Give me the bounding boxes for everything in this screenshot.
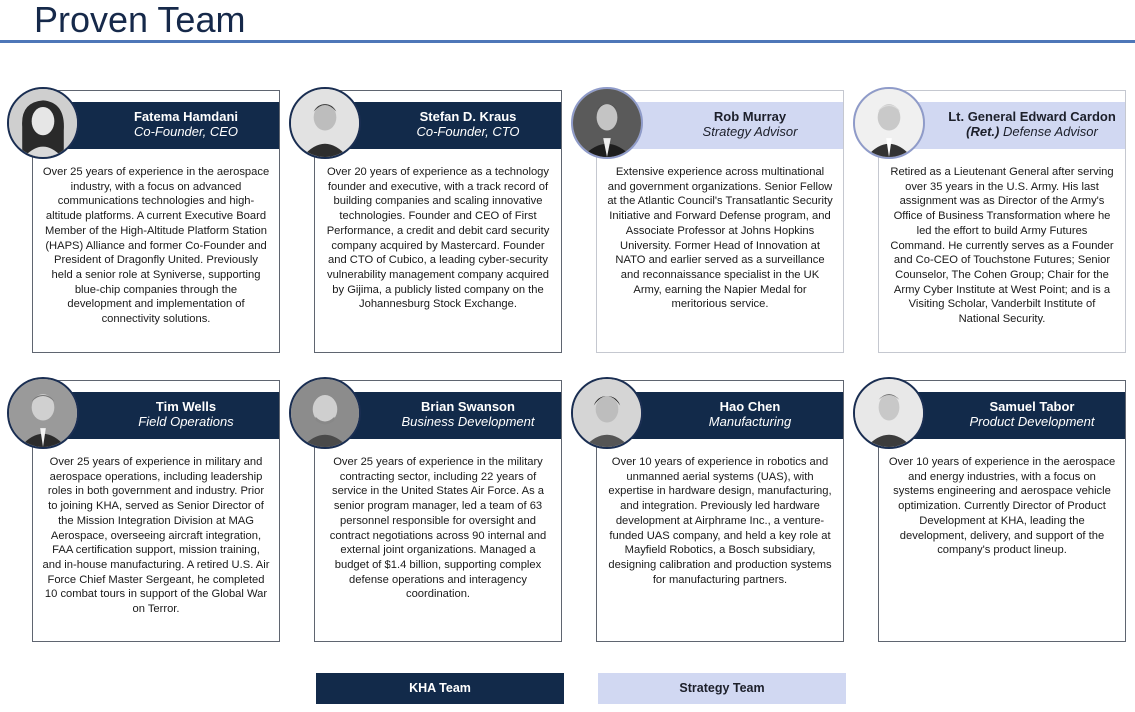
member-bio: Over 25 years of experience in military and aerospace operations, including leadership roles in both government and industry. Prior to joining KHA, served as Senior Director of the Mission Integration Division at MAG Aerospace, overseeing aircraft integration, FAA certification support, mission training, and in-house manufacturing. A retired U.S. Air Force Chief Master Sergeant, he completed 10 combat tours in support of the Global War on Terror. xyxy=(42,456,270,616)
avatar xyxy=(853,87,925,159)
member-bio: Over 10 years of experience in robotics and unmanned aerial systems (UAS), with expertise in hardware design, manufacturing, and integration. Previously led hardware development at Airphrame Inc., a venture-funded UAS company, and held a key role at Mayfield Robotics, a Bosch subsidiary, designing calibration and production systems for manufacturing partners. xyxy=(608,456,832,586)
avatar xyxy=(289,377,361,449)
team-card-edward-cardon xyxy=(878,90,1126,353)
member-name: Tim Wells xyxy=(155,399,217,414)
team-card-hao-chen xyxy=(596,380,844,642)
member-bio: Retired as a Lieutenant General after serving over 35 years in the U.S. Army. His last assignment was as Director of the Army's Office of Business Transformation where he led the effort to build Army Futures Command. He currently serves as a Founder and Co-CEO of Touchstone Futures; Senior Counselor, The Cohen Group; Chair for the Army Cyber Institute at West Point; and is a Visiting Scholar, Vanderbilt Institute of National Security. xyxy=(890,166,1114,326)
member-role: Co-Founder, CEO xyxy=(133,124,239,139)
avatar xyxy=(571,377,643,449)
legend-kha-team: KHA Team xyxy=(316,673,564,704)
member-bio: Over 10 years of experience in the aerospace and energy industries, with a focus on systems engineering and aerospace vehicle optimization. Currently Director of Product Development at KHA, leading the development, delivery, and support of the company's product lineup. xyxy=(888,456,1116,557)
member-role: Business Development xyxy=(401,414,535,429)
avatar xyxy=(853,377,925,449)
member-name: Samuel Tabor xyxy=(989,399,1075,414)
team-card-brian-swanson xyxy=(314,380,562,642)
team-card-fatema-hamdani xyxy=(32,90,280,353)
member-name: Hao Chen xyxy=(719,399,781,414)
member-name: Brian Swanson xyxy=(421,399,515,414)
team-card-stefan-kraus xyxy=(314,90,562,353)
member-bio: Over 25 years of experience in the aerospace industry, with a focus on advanced communications technologies and high-altitude platforms. A current Executive Board Member of the High-Altitude Platform Station (HAPS) Alliance and former Co-Founder and President of Dragonfly United. Previously held a senior role at Syniverse, supporting blue-chip companies through the development and implementation of connectivity solutions. xyxy=(42,166,270,326)
team-card-tim-wells xyxy=(32,380,280,642)
member-bio: Extensive experience across multinational and government organizations. Senior Fellow at the Atlantic Council's Transatlantic Security Initiative and Forward Defense program, and Associate Professor at Johns Hopkins University. Former Head of Innovation at NATO and earlier served as a surveillance and reconnaissance specialist in the UK Army, earning the Napier Medal for meritorious service. xyxy=(607,166,833,311)
avatar xyxy=(289,87,361,159)
member-role: Field Operations xyxy=(138,414,234,429)
legend-strategy-team: Strategy Team xyxy=(598,673,846,704)
member-name: Fatema Hamdani xyxy=(133,109,239,124)
member-role: Defense Advisor xyxy=(1002,124,1098,139)
member-name-suffix: (Ret.) xyxy=(966,124,1000,139)
member-name: Stefan D. Kraus xyxy=(419,109,517,124)
member-role: Manufacturing xyxy=(708,414,792,429)
member-bio: Over 20 years of experience as a technology founder and executive, with a track record of building companies and scaling innovative technologies. Founder and CEO of First Performance, a credit and debit card security company acquired by Mastercard. Founder and CTO of Cubico, a leading cyber-security vulnerability management company acquired by Gijima, a publicly listed company on the Johannesburg Stock Exchange. xyxy=(326,166,550,311)
member-role: Product Development xyxy=(969,414,1095,429)
page-title: Proven Team xyxy=(34,0,246,40)
member-role: Strategy Advisor xyxy=(702,124,798,139)
member-name: Rob Murray xyxy=(713,109,787,124)
team-card-rob-murray xyxy=(596,90,844,353)
avatar xyxy=(571,87,643,159)
member-bio: Over 25 years of experience in the military contracting sector, including 22 years of service in the United States Air Force. As a senior program manager, led a team of 63 personnel responsible for oversight and contract negotiations across 90 internal and external joint organizations. Managed a budget of $1.4 billion, supporting complex defense operations and interagency coordination. xyxy=(329,456,547,601)
avatar xyxy=(7,377,79,449)
team-card-samuel-tabor xyxy=(878,380,1126,642)
member-role: Co-Founder, CTO xyxy=(416,124,520,139)
title-divider xyxy=(0,40,1135,43)
avatar xyxy=(7,87,79,159)
member-name: Lt. General Edward Cardon xyxy=(948,109,1116,124)
